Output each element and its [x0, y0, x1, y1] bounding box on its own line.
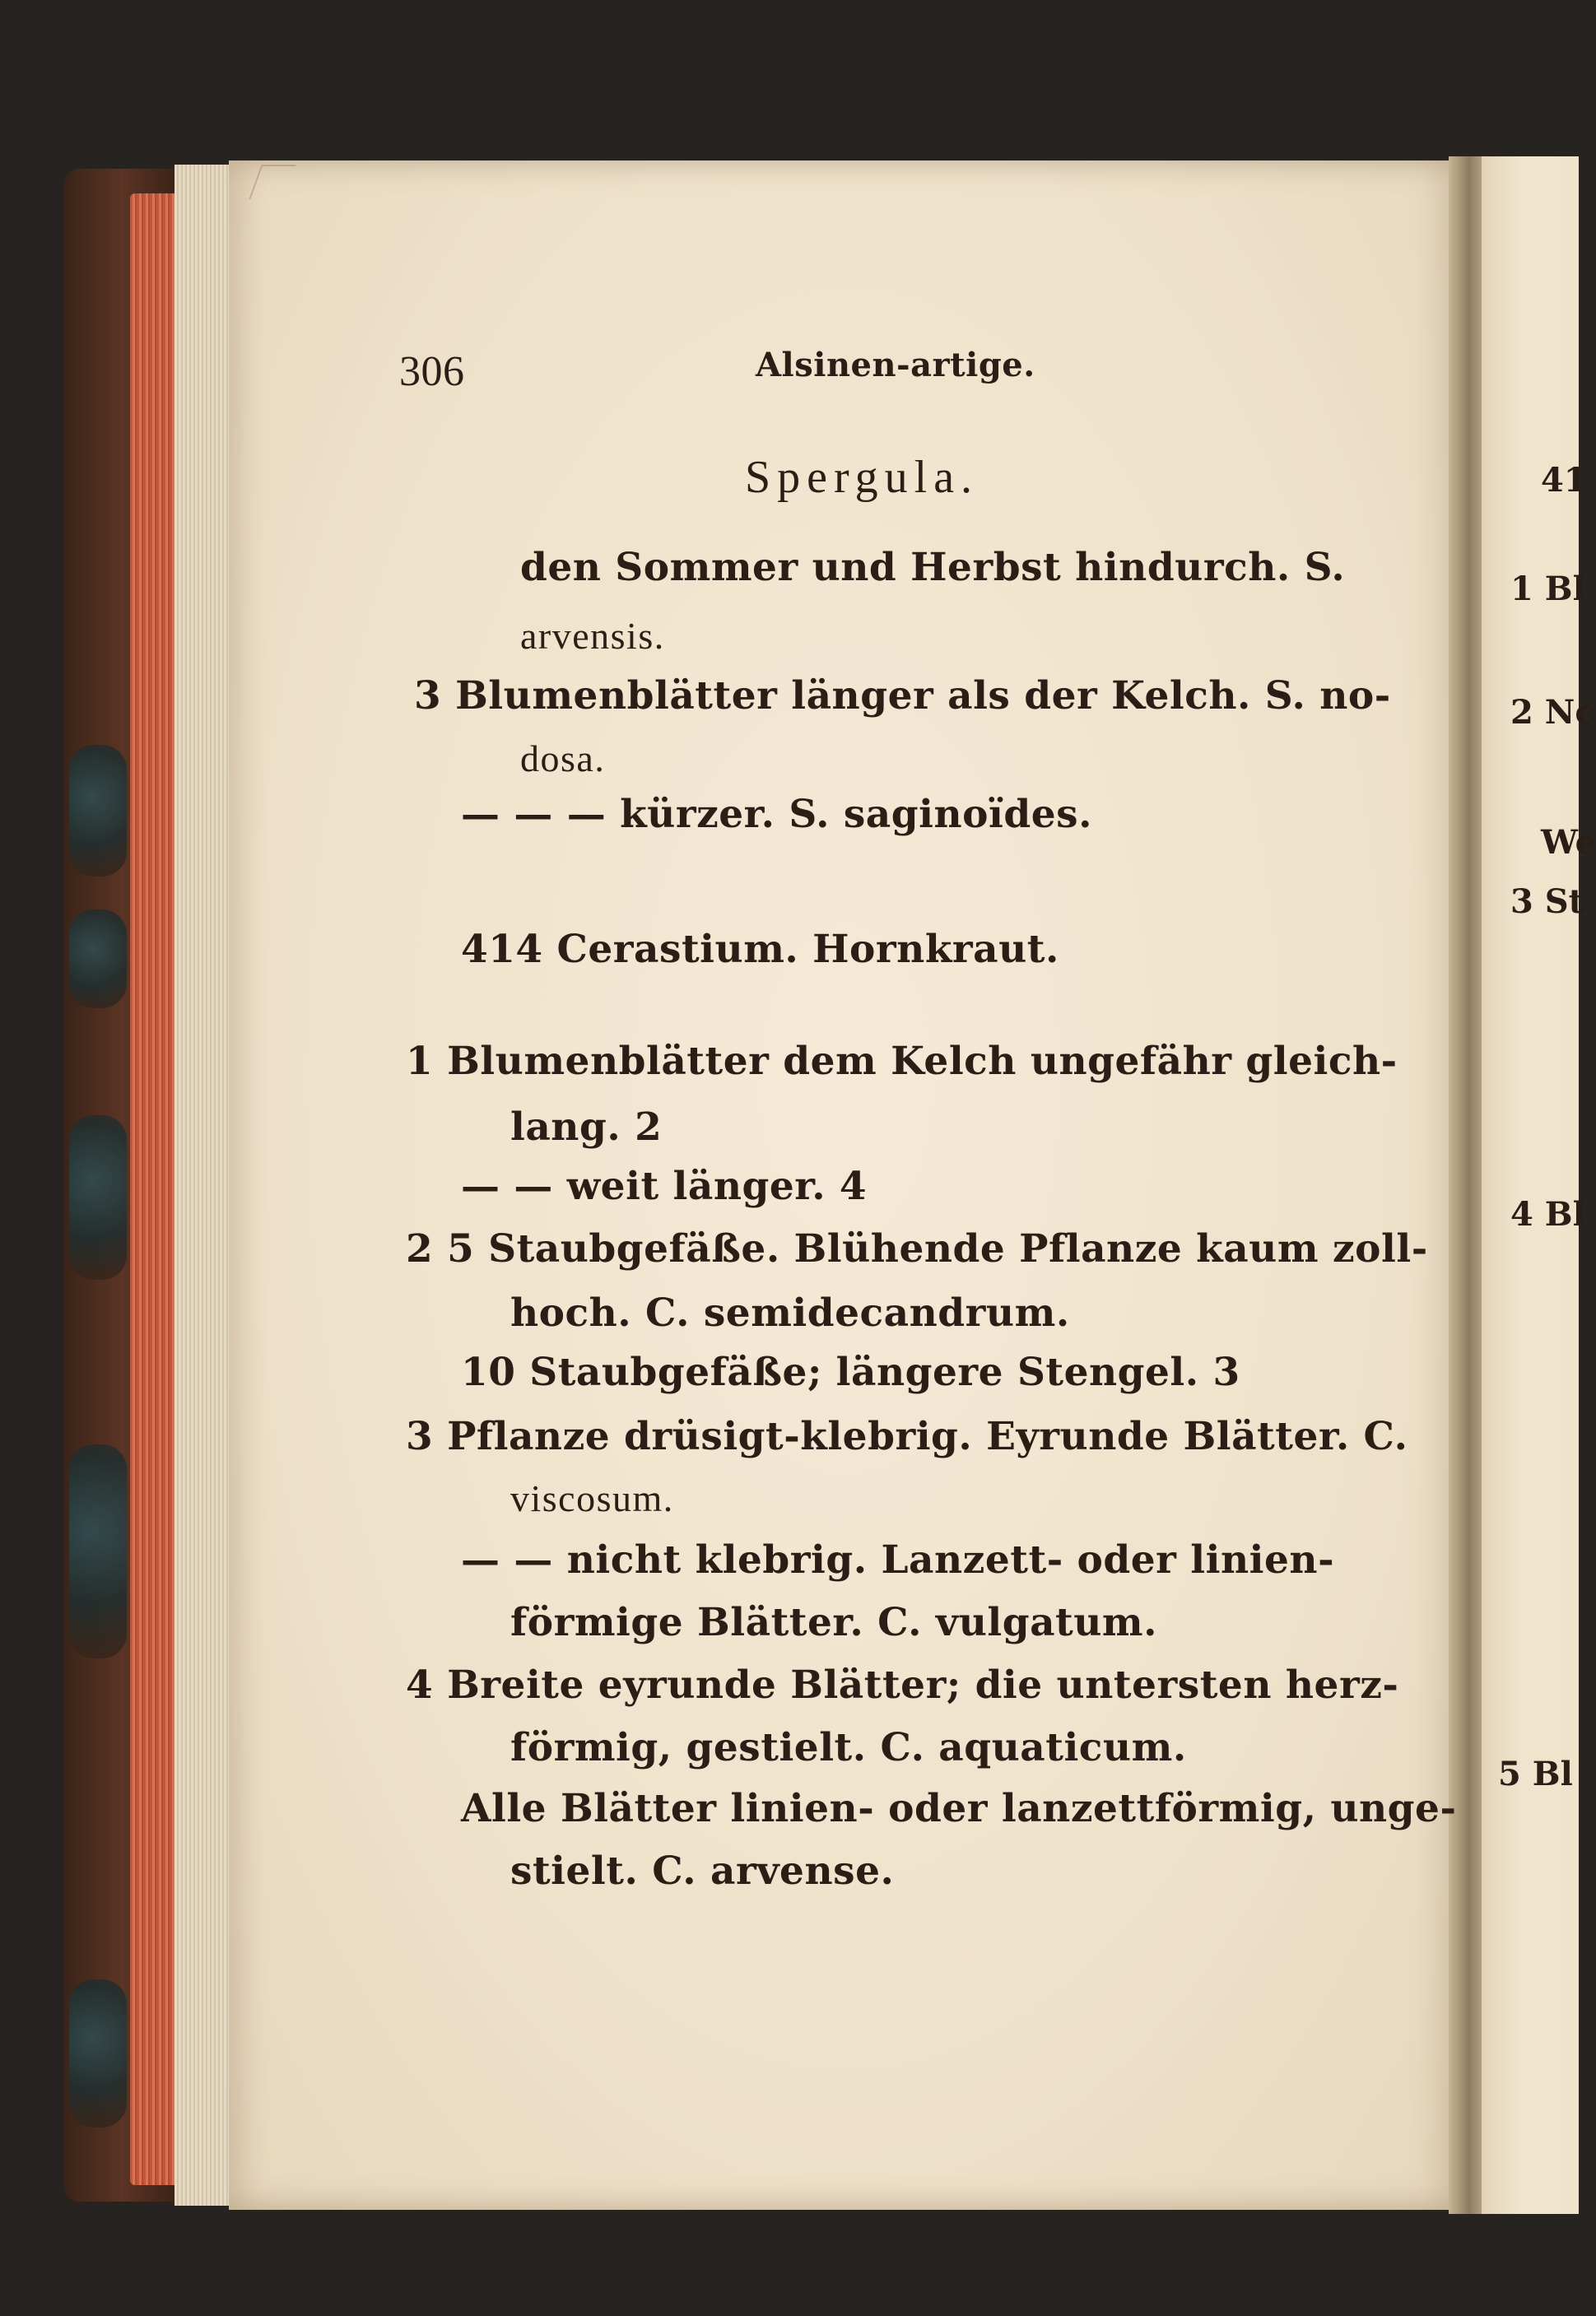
text-line: 3 Pflanze drüsigt-klebrig. Eyrunde Blätter. C.: [406, 1414, 1408, 1459]
marbled-pattern: [69, 1115, 127, 1280]
facing-page-fragment: 4 Bl: [1510, 1195, 1585, 1234]
marbled-pattern: [69, 1979, 127, 2128]
facing-page-fragment: 1 Bl: [1510, 570, 1585, 608]
genus-heading: Spergula.: [745, 452, 979, 503]
text-line: 1 Blumenblätter dem Kelch ungefähr gleich-: [406, 1039, 1398, 1084]
text-line: den Sommer und Herbst hindurch. S.: [520, 545, 1346, 590]
text-line: hoch. C. semidecandrum.: [510, 1291, 1070, 1336]
text-line: 10 Staubgefäße; längere Stengel. 3: [461, 1350, 1240, 1395]
text-line: förmige Blätter. C. vulgatum.: [510, 1600, 1158, 1645]
genus-title: 414 Cerastium. Hornkraut.: [461, 927, 1059, 972]
text-line: 4 Breite eyrunde Blätter; die untersten herz-: [406, 1663, 1399, 1708]
text-line: — — — kürzer. S. saginoïdes.: [461, 792, 1092, 837]
text-line: — — nicht klebrig. Lanzett- oder linien-: [461, 1537, 1335, 1583]
facing-page-fragment: 2 Nc: [1510, 693, 1595, 732]
text-line: viscosum.: [510, 1477, 674, 1519]
facing-page-fragment: 41: [1541, 461, 1587, 500]
marbled-pattern: [69, 1444, 127, 1658]
page-stack: [174, 165, 232, 2206]
facing-page-fragment: We: [1541, 823, 1596, 862]
text-line: förmig, gestielt. C. aquaticum.: [510, 1725, 1187, 1770]
marbled-pattern: [69, 909, 127, 1008]
text-line: 3 Blumenblätter länger als der Kelch. S. no-: [414, 673, 1391, 719]
marbled-pattern: [69, 745, 127, 877]
text-line: lang. 2: [510, 1105, 663, 1150]
facing-page-fragment: 5 Bl: [1498, 1755, 1573, 1793]
page-edges-red: [130, 193, 179, 2185]
text-line: stielt. C. arvense.: [510, 1849, 895, 1894]
text-line: dosa.: [520, 737, 606, 779]
text-line: Alle Blätter linien- oder lanzettförmig, unge-: [461, 1786, 1457, 1831]
page-number: 306: [399, 348, 465, 395]
text-line: 2 5 Staubgefäße. Blühende Pflanze kaum zoll-: [406, 1226, 1428, 1272]
text-line: — — weit länger. 4: [461, 1164, 868, 1209]
text-line: arvensis.: [520, 615, 665, 657]
facing-page-fragment: 3 St: [1510, 882, 1584, 921]
running-header: Alsinen-artige.: [756, 346, 1035, 384]
